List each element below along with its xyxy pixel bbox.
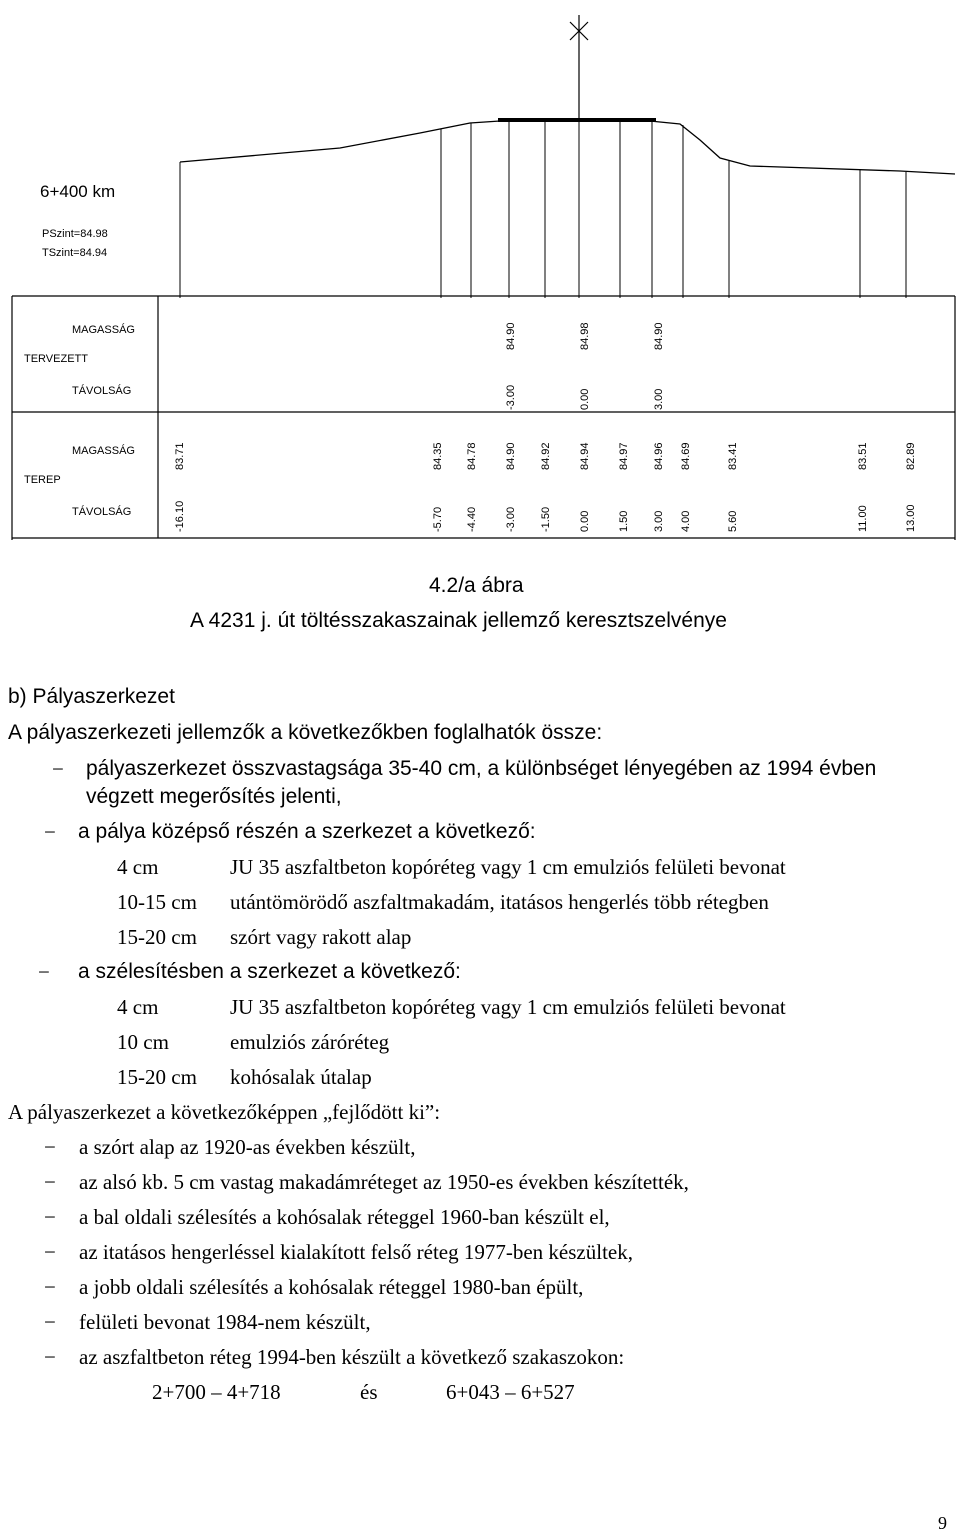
terrain-height-value: 84.90 bbox=[505, 442, 517, 470]
layer-thickness: 15-20 cm bbox=[117, 925, 197, 949]
layer-description: szórt vagy rakott alap bbox=[230, 925, 412, 949]
section-range-a: 2+700 – 4+718 bbox=[152, 1380, 281, 1404]
bullet-dash: − bbox=[44, 820, 56, 844]
terrain-distance-value: 0.00 bbox=[579, 510, 591, 532]
bullet-dash: − bbox=[44, 1170, 56, 1194]
terrain-distance-value: 4.00 bbox=[680, 510, 692, 532]
intro-paragraph: A pályaszerkezeti jellemzők a következőkben foglalhatók össze: bbox=[8, 721, 603, 744]
km-label: 6+400 km bbox=[40, 182, 116, 201]
terrain-distance-value: 1.50 bbox=[618, 510, 630, 532]
development-item: az alsó kb. 5 cm vastag makadámréteget az 1950-es években készítették, bbox=[79, 1170, 689, 1194]
layer-description: JU 35 aszfaltbeton kopóréteg vagy 1 cm emulziós felületi bevonat bbox=[230, 995, 786, 1019]
terrain-height-value: 83.51 bbox=[857, 442, 869, 470]
bullet-dash: − bbox=[44, 1275, 56, 1299]
development-item: a jobb oldali szélesítés a kohósalak réteggel 1980-ban épült, bbox=[79, 1275, 584, 1299]
figure-caption-title: A 4231 j. út töltésszakaszainak jellemző keresztszelvénye bbox=[190, 609, 727, 632]
bullet-dash: − bbox=[44, 1205, 56, 1229]
layer-thickness: 10-15 cm bbox=[117, 890, 197, 914]
development-item: felületi bevonat 1984-nem készült, bbox=[79, 1310, 371, 1334]
planned-height-value: 84.98 bbox=[579, 322, 591, 350]
layer-description: kohósalak útalap bbox=[230, 1065, 372, 1089]
planned-height-value: 84.90 bbox=[653, 322, 665, 350]
layer-thickness: 10 cm bbox=[117, 1030, 169, 1054]
terrain-distance-value: 13.00 bbox=[905, 504, 917, 532]
development-intro: A pályaszerkezet a következőképpen „fejlődött ki”: bbox=[8, 1100, 441, 1124]
terrain-height-value: 84.35 bbox=[432, 442, 444, 470]
layer-thickness: 15-20 cm bbox=[117, 1065, 197, 1089]
planned-distance-value: 3.00 bbox=[653, 388, 665, 410]
row-label-planned: TERVEZETT bbox=[24, 353, 88, 365]
row-label-terrain: TEREP bbox=[24, 474, 61, 486]
terrain-height-value: 84.94 bbox=[579, 442, 591, 470]
terrain-distance-value: -16.10 bbox=[174, 500, 186, 532]
terrain-height-value: 84.96 bbox=[653, 442, 665, 470]
data-band-frame bbox=[12, 296, 955, 540]
row-label-planned-distance: TÁVOLSÁG bbox=[72, 385, 132, 397]
section-range-b: 6+043 – 6+527 bbox=[446, 1380, 575, 1404]
terrain-distance-value: 5.60 bbox=[727, 510, 739, 532]
bullet-thickness-cont: végzett megerősítés jelenti, bbox=[86, 785, 342, 808]
bullet-dash: − bbox=[44, 1135, 56, 1159]
terrain-height-value: 83.41 bbox=[727, 442, 739, 470]
section-range-and: és bbox=[360, 1380, 378, 1404]
terrain-height-value: 84.69 bbox=[680, 442, 692, 470]
bullet-dash: − bbox=[38, 960, 50, 984]
pszint-label: PSzint=84.98 bbox=[42, 228, 108, 240]
development-item: az aszfaltbeton réteg 1994-ben készült a következő szakaszokon: bbox=[79, 1345, 625, 1369]
tszint-label: TSzint=84.94 bbox=[42, 247, 108, 259]
row-label-terrain-height: MAGASSÁG bbox=[72, 445, 135, 457]
terrain-distance-value: -1.50 bbox=[540, 506, 552, 532]
bullet-dash: − bbox=[44, 1345, 56, 1369]
terrain-distance-value: 11.00 bbox=[857, 505, 869, 532]
layer-thickness: 4 cm bbox=[117, 855, 159, 879]
planned-height-value: 84.90 bbox=[505, 322, 517, 350]
terrain-height-value: 82.89 bbox=[905, 442, 917, 470]
station-lines bbox=[180, 119, 906, 298]
development-item: az itatásos hengerléssel kialakított felső réteg 1977-ben készültek, bbox=[79, 1240, 633, 1264]
layer-thickness: 4 cm bbox=[117, 995, 159, 1019]
figure-caption-number: 4.2/a ábra bbox=[429, 574, 524, 597]
row-label-terrain-distance: TÁVOLSÁG bbox=[72, 506, 132, 518]
bullet-dash: − bbox=[44, 1310, 56, 1334]
development-item: a bal oldali szélesítés a kohósalak réteggel 1960-ban készült el, bbox=[79, 1205, 610, 1229]
terrain-height-value: 84.92 bbox=[540, 442, 552, 470]
development-item: a szórt alap az 1920-as években készült, bbox=[79, 1135, 416, 1159]
terrain-distance-value: -5.70 bbox=[432, 506, 444, 532]
terrain-height-value: 84.97 bbox=[618, 442, 630, 470]
bullet-middle: a pálya középső részén a szerkezet a következő: bbox=[78, 820, 536, 843]
terrain-distance-value: -4.40 bbox=[466, 506, 478, 532]
section-heading: b) Pályaszerkezet bbox=[8, 685, 175, 708]
terrain-profile bbox=[180, 119, 955, 174]
planned-distance-value: -3.00 bbox=[505, 384, 517, 410]
bullet-dash: − bbox=[44, 1240, 56, 1264]
cross-section-figure bbox=[0, 0, 960, 545]
layer-description: emulziós záróréteg bbox=[230, 1030, 390, 1054]
bullet-thickness: pályaszerkezet összvastagsága 35-40 cm, a különbséget lényegében az 1994 évben bbox=[86, 757, 877, 780]
axis-marker bbox=[570, 15, 588, 120]
terrain-distance-value: -3.00 bbox=[505, 506, 517, 532]
page-number: 9 bbox=[938, 1513, 947, 1533]
bullet-dash: − bbox=[52, 757, 64, 781]
bullet-widening: a szélesítésben a szerkezet a következő: bbox=[78, 960, 461, 983]
row-label-planned-height: MAGASSÁG bbox=[72, 324, 135, 336]
layer-description: utántömörödő aszfaltmakadám, itatásos hengerlés több rétegben bbox=[230, 890, 769, 914]
layer-description: JU 35 aszfaltbeton kopóréteg vagy 1 cm emulziós felületi bevonat bbox=[230, 855, 786, 879]
planned-distance-value: 0.00 bbox=[579, 388, 591, 410]
terrain-height-value: 83.71 bbox=[174, 442, 186, 470]
terrain-height-value: 84.78 bbox=[466, 442, 478, 470]
terrain-distance-value: 3.00 bbox=[653, 510, 665, 532]
